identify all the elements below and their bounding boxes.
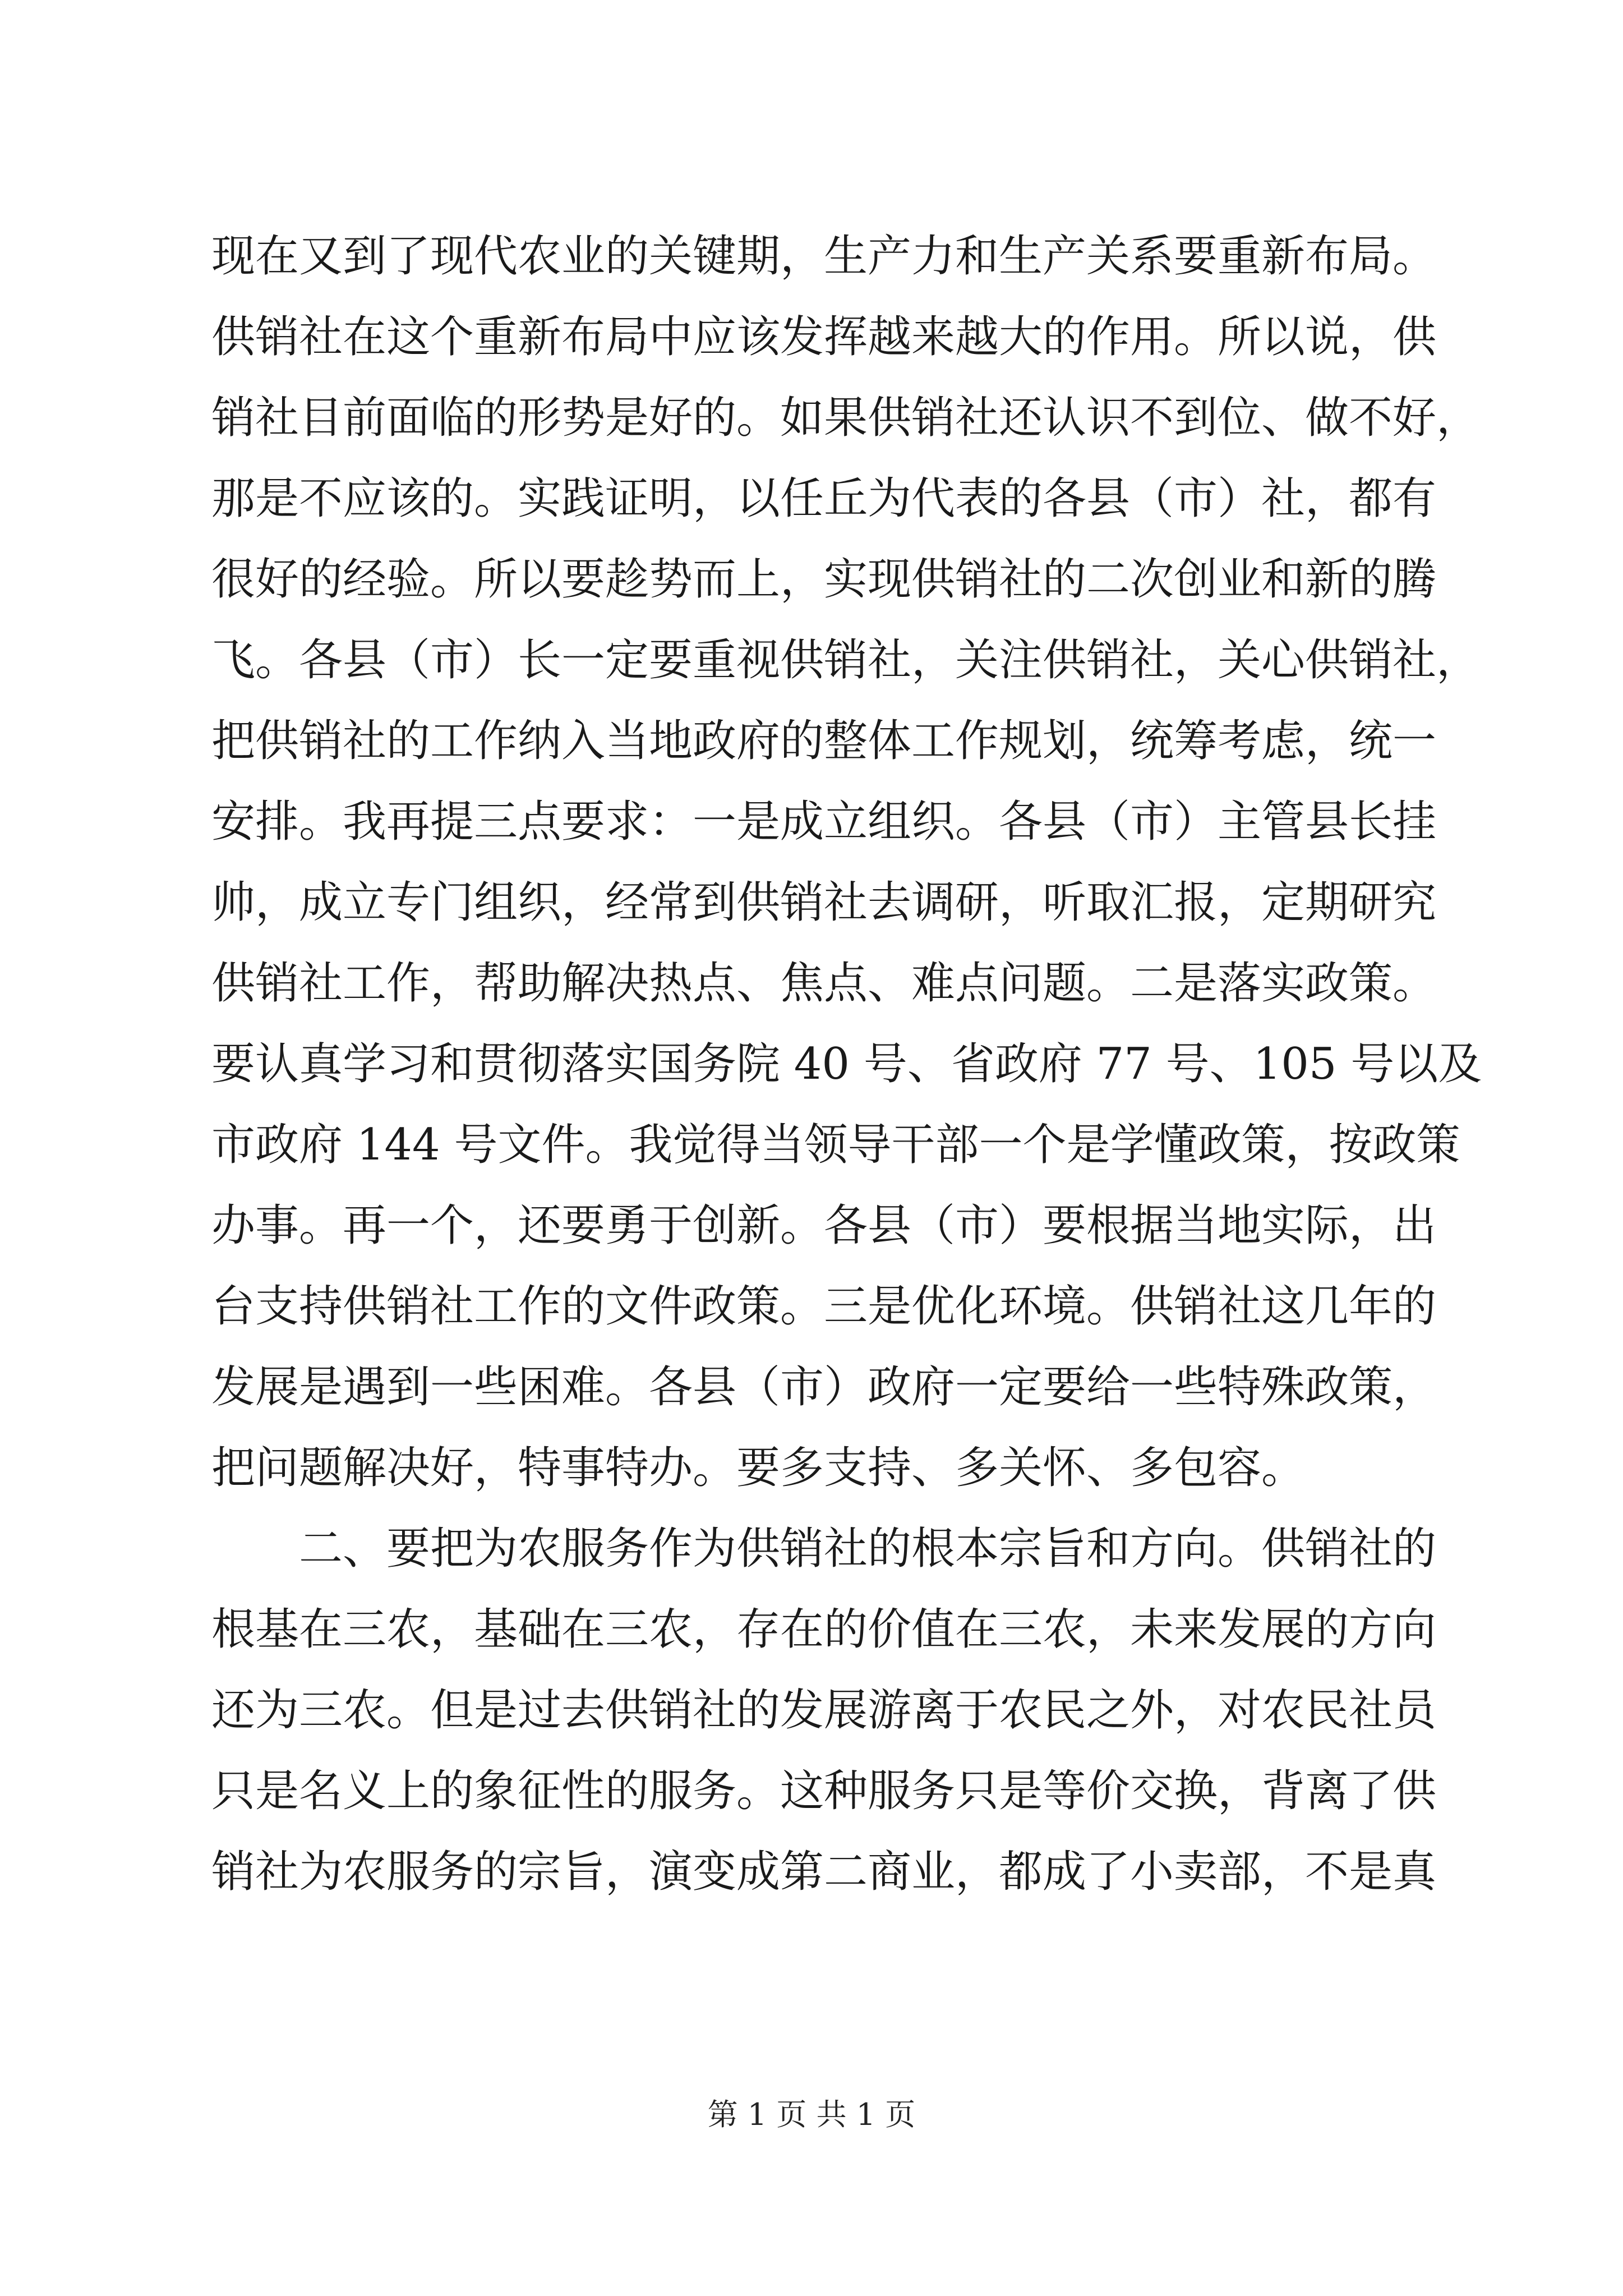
text-line: 台支持供销社工作的文件政策。三是优化环境。供销社这几年的 (211, 1281, 1437, 1332)
text-line: 要认真学习和贯彻落实国务院 40 号、省政府 77 号、105 号以及 (211, 1039, 1482, 1089)
text-line: 那是不应该的。实践证明，以任丘为代表的各县（市）社，都有 (211, 473, 1437, 524)
text-line: 供销社在这个重新布局中应该发挥越来越大的作用。所以说，供 (211, 312, 1437, 362)
text-line: 帅，成立专门组织，经常到供销社去调研，听取汇报，定期研究 (211, 877, 1437, 928)
text-line: 现在又到了现代农业的关键期，生产力和生产关系要重新布局。 (211, 231, 1437, 282)
text-line: 安排。我再提三点要求：一是成立组织。各县（市）主管县长挂 (211, 797, 1437, 847)
text-line: 市政府 144 号文件。我觉得当领导干部一个是学懂政策，按政策 (211, 1120, 1460, 1170)
text-line: 很好的经验。所以要趁势而上，实现供销社的二次创业和新的腾 (211, 554, 1437, 605)
text-line: 还为三农。但是过去供销社的发展游离于农民之外，对农民社员 (211, 1685, 1437, 1736)
body-text (211, 216, 1482, 1912)
paragraph-start-line: 二、要把为农服务作为供销社的根本宗旨和方向。供销社的 (299, 1524, 1437, 1574)
text-line: 办事。再一个，还要勇于创新。各县（市）要根据当地实际，出 (211, 1200, 1437, 1251)
text-line: 供销社工作，帮助解决热点、焦点、难点问题。二是落实政策。 (211, 958, 1437, 1009)
text-line: 只是名义上的象征性的服务。这种服务只是等价交换，背离了供 (211, 1766, 1437, 1816)
text-line: 销社为农服务的宗旨，演变成第二商业，都成了小卖部，不是真 (211, 1847, 1437, 1897)
text-line: 把问题解决好，特事特办。要多支持、多关怀、多包容。 (211, 1443, 1306, 1493)
text-line: 飞。各县（市）长一定要重视供销社，关注供销社，关心供销社， (211, 635, 1481, 685)
text-line: 发展是遇到一些困难。各县（市）政府一定要给一些特殊政策， (211, 1362, 1437, 1412)
text-line: 根基在三农，基础在三农，存在的价值在三农，未来发展的方向 (211, 1604, 1437, 1655)
text-line: 把供销社的工作纳入当地政府的整体工作规划，统筹考虑，统一 (211, 716, 1437, 766)
text-line: 销社目前面临的形势是好的。如果供销社还认识不到位、做不好， (211, 393, 1481, 443)
page-number-footer: 第 1 页 共 1 页 (707, 2097, 916, 2132)
